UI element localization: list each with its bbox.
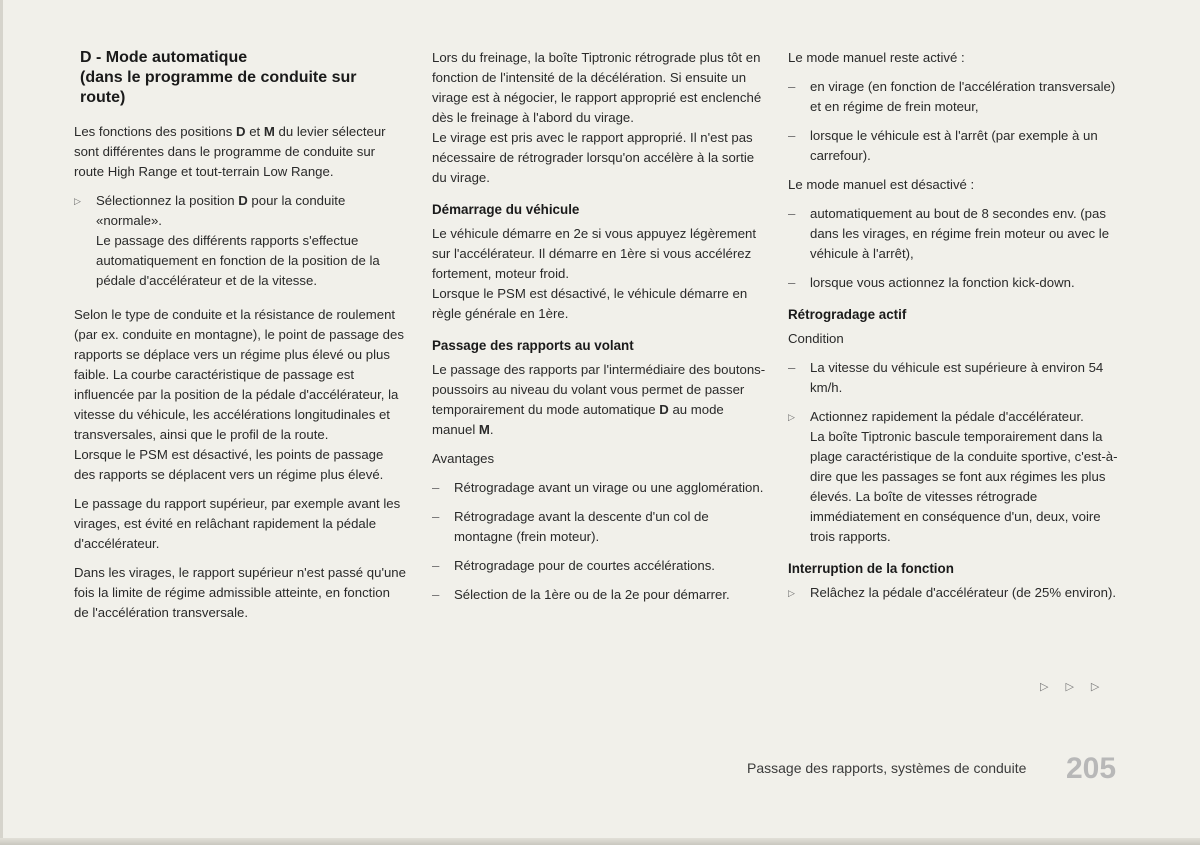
instruction-item: ▷ Relâchez la pédale d'accélérateur (de 25% environ).: [788, 583, 1124, 603]
paragraph: Avantages: [432, 451, 495, 466]
paragraph: Dans les virages, le rapport supérieur n'est passé qu'une fois la limite de régime admissible atteinte, en fonction de l'accélération transversale.: [74, 565, 406, 620]
page-edge-left: [0, 0, 3, 845]
dash-bullet-icon: –: [788, 79, 796, 94]
list-item: – lorsque le véhicule est à l'arrêt (par exemple à un carrefour).: [788, 128, 1098, 163]
paragraph: Les fonctions des positions D et M du levier sélecteur sont différentes dans le programme de conduite sur route High Range et tout-terrain Low Range.: [74, 124, 386, 179]
instruction-item: ▷ Sélectionnez la position D pour la conduite «normale». Le passage des différents rapports s'effectue automatiquement en fonction de la position de la pédale d'accélérateur et de la vitesse.: [74, 191, 408, 291]
arrow-bullet-icon: ▷: [74, 196, 81, 206]
paragraph: Selon le type de conduite et la résistance de roulement (par ex. conduite en montagne), le point de passage des rapports se déplace vers un régime plus élevé ou plus faible. La courbe caractéristique de passage est influencée par la position de la pédale d'accélérateur, la vitesse du véhicule, les accélérations longitudinales et transversales, ainsi que le profil de la route.: [74, 307, 404, 442]
dash-bullet-icon: –: [788, 128, 796, 143]
continue-arrows-icon: ▷▷▷: [1040, 681, 1117, 693]
dash-bullet-icon: –: [432, 509, 440, 524]
paragraph: Le virage est pris avec le rapport approprié. Il n'est pas nécessaire de rétrograder lorsqu'on accélère à la sortie du virage.: [432, 130, 755, 185]
page-number: 205: [1066, 752, 1117, 785]
page-edge-bottom: [0, 838, 1200, 845]
instruction-detail: Le passage des différents rapports s'effectue automatiquement en fonction de la position de la pédale d'accélérateur et de la vitesse.: [96, 233, 380, 288]
subheading-retrogradage-actif: Rétrogradage actif: [788, 307, 907, 322]
column-3: [788, 48, 1124, 612]
dash-bullet-icon: –: [788, 360, 796, 375]
subheading-interruption: Interruption de la fonction: [788, 561, 954, 576]
footer-section-title: Passage des rapports, systèmes de conduite: [747, 760, 1027, 776]
subheading-passage-volant: Passage des rapports au volant: [432, 338, 634, 353]
section-heading-mode-automatique: D - Mode automatique (dans le programme de conduite sur route): [80, 49, 357, 106]
subheading-demarrage: Démarrage du véhicule: [432, 202, 580, 217]
paragraph: Lorsque le PSM est désactivé, le véhicule démarre en règle générale en 1ère.: [432, 286, 748, 321]
list-item: – lorsque vous actionnez la fonction kick-down.: [788, 273, 1124, 293]
paragraph: Lorsque le PSM est désactivé, les points de passage des rapports se déplacent vers un régime plus élevé.: [74, 447, 384, 482]
dash-bullet-icon: –: [788, 206, 796, 221]
arrow-bullet-icon: ▷: [788, 588, 795, 598]
instruction-detail: La boîte Tiptronic bascule temporairement dans la plage caractéristique de la conduite sportive, c'est-à-dire que les passages se font aux régimes les plus élevés. La boîte de vitesses rétrograde immédiatement en conséquence d'un, deux, voire trois rapports.: [810, 429, 1118, 544]
instruction-item: ▷ Actionnez rapidement la pédale d'accélérateur. La boîte Tiptronic bascule temporairement dans la plage caractéristique de la conduite sportive, c'est-à-dire que les passages se font aux régimes les plus élevés. La boîte de vitesses rétrograde immédiatement en conséquence d'un, deux, voire trois rapports.: [788, 407, 1124, 547]
dash-bullet-icon: –: [788, 275, 796, 290]
list-item: – Sélection de la 1ère ou de la 2e pour démarrer.: [432, 585, 766, 605]
list-item: – automatiquement au bout de 8 secondes env. (pas dans les virages, en régime frein moteur ou avec le véhicule à l'arrêt),: [788, 206, 1110, 261]
dash-bullet-icon: –: [432, 480, 440, 495]
dash-bullet-icon: –: [432, 587, 440, 602]
list-item: – Rétrogradage avant un virage ou une agglomération.: [432, 478, 766, 498]
list-item: – Rétrogradage avant la descente d'un col de montagne (frein moteur).: [432, 509, 709, 544]
list-item: – en virage (en fonction de l'accélération transversale) et en régime de frein moteur,: [788, 79, 1116, 114]
column-2: [432, 48, 766, 614]
paragraph: Condition: [788, 331, 844, 346]
paragraph: Le passage du rapport supérieur, par exemple avant les virages, est évité en relâchant rapidement la pédale d'accélérateur.: [74, 496, 401, 551]
list-item: – La vitesse du véhicule est supérieure à environ 54 km/h.: [788, 360, 1104, 395]
paragraph: Le passage des rapports par l'intermédiaire des boutons-poussoirs au niveau du volant vous permet de passer temporairement du mode automatique D au mode manuel M.: [432, 362, 766, 437]
paragraph: Le véhicule démarre en 2e si vous appuyez légèrement sur l'accélérateur. Il démarre en 1ère si vous accélérez fortement, moteur froid.: [432, 226, 757, 281]
dash-bullet-icon: –: [432, 558, 440, 573]
column-1: [74, 48, 408, 632]
list-item: – Rétrogradage pour de courtes accélérations.: [432, 556, 766, 576]
paragraph: Le mode manuel reste activé :: [788, 50, 965, 65]
paragraph: Lors du freinage, la boîte Tiptronic rétrograde plus tôt en fonction de l'intensité de la décélération. Si ensuite un virage est à négocier, le rapport approprié est enclenché dès le freinage à l'abord du virage.: [432, 50, 762, 125]
arrow-bullet-icon: ▷: [788, 412, 795, 422]
heading-letter-d: D: [80, 49, 92, 66]
paragraph: Le mode manuel est désactivé :: [788, 177, 975, 192]
